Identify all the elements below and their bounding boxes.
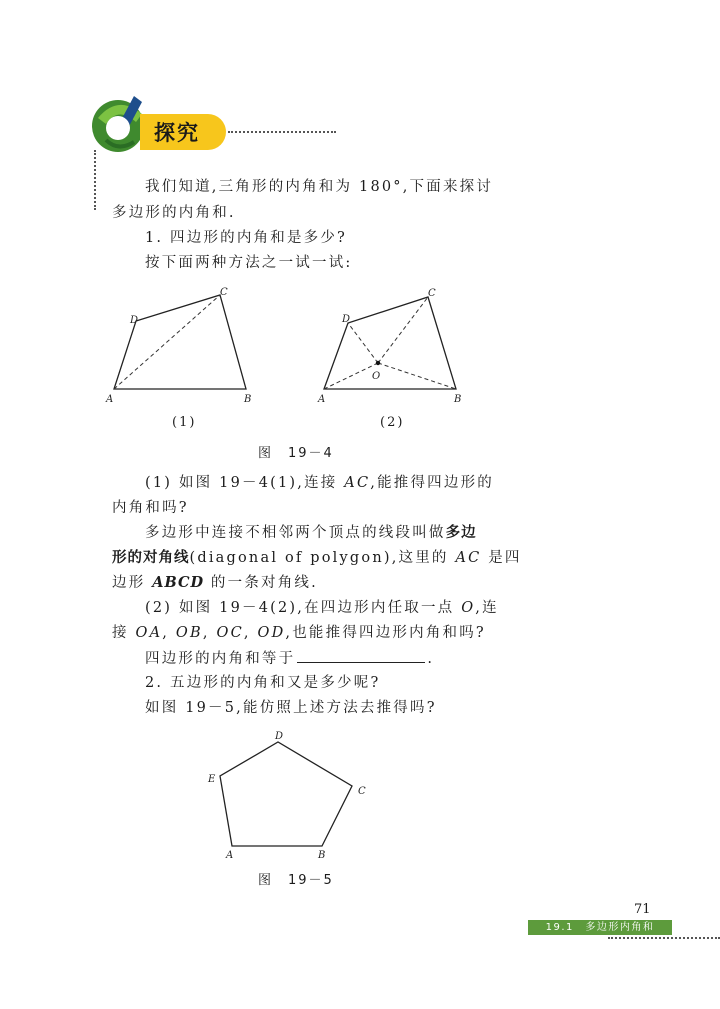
figure-19-5-caption: 图 19－5 bbox=[258, 873, 334, 888]
definition-text-3: 边形 bbox=[112, 575, 153, 591]
page-number: 71 bbox=[634, 902, 651, 917]
step-2-text-end: ,连 bbox=[475, 600, 499, 616]
fig2-label-c: C bbox=[428, 288, 436, 299]
step-2-oa: OA bbox=[135, 625, 163, 641]
figure-19-4-2 bbox=[314, 283, 474, 405]
definition-term-1: 多边 bbox=[445, 525, 477, 541]
figure-19-4-sub2: (2) bbox=[380, 415, 405, 430]
footer-divider bbox=[608, 937, 720, 939]
step-2-line-1 bbox=[145, 598, 499, 618]
step-2-od: OD bbox=[257, 625, 286, 641]
step-2-oc: OC bbox=[216, 625, 244, 641]
section-title: 探究 bbox=[154, 121, 200, 145]
section-footer-label: 19.1 多边形内角和 bbox=[528, 920, 672, 935]
fig2-label-o: O bbox=[372, 371, 381, 382]
definition-english: (diagonal of polygon),这里的 bbox=[189, 550, 456, 566]
figure-19-4-sub1: (1) bbox=[172, 415, 197, 430]
fig1-label-b: B bbox=[244, 394, 252, 405]
fig1-label-c: C bbox=[220, 287, 228, 298]
figure-19-5 bbox=[200, 728, 380, 862]
paragraph-intro-2: 多边形的内角和. bbox=[112, 205, 236, 221]
fig2-label-b: B bbox=[454, 394, 462, 405]
definition-line-1 bbox=[145, 523, 477, 543]
fill-in-line bbox=[145, 648, 434, 669]
definition-end-3: 的一条对角线. bbox=[204, 575, 318, 591]
question-2-prompt: 如图 19－5,能仿照上述方法去推得吗? bbox=[145, 700, 437, 716]
step-2-line-2: 接 OA, OB, OC, OD,也能推得四边形内角和吗? bbox=[112, 625, 486, 641]
question-2: 2. 五边形的内角和又是多少呢? bbox=[145, 675, 381, 691]
fig2-label-d: D bbox=[342, 314, 351, 325]
step-2-o: O bbox=[461, 600, 476, 616]
figure-19-4-caption: 图 19－4 bbox=[258, 446, 334, 461]
title-divider bbox=[228, 131, 336, 133]
step-1-text-end: ,能推得四边形的 bbox=[370, 475, 494, 491]
fig1-label-a: A bbox=[106, 394, 114, 405]
definition-line-2 bbox=[112, 548, 522, 568]
fig5-label-b: B bbox=[318, 850, 326, 861]
step-1-ac: AC bbox=[344, 475, 371, 491]
fig1-label-d: D bbox=[130, 315, 139, 326]
question-1: 1. 四边形的内角和是多少? bbox=[145, 230, 348, 246]
definition-text: 多边形中连接不相邻两个顶点的线段叫做 bbox=[145, 525, 446, 541]
definition-ac: AC bbox=[455, 550, 482, 566]
fig5-label-a: A bbox=[226, 850, 234, 861]
definition-term-2: 形的对角线 bbox=[112, 550, 190, 566]
definition-line-3 bbox=[112, 573, 318, 593]
answer-blank[interactable] bbox=[297, 648, 425, 663]
definition-end: 是四 bbox=[481, 550, 522, 566]
fill-in-prompt: 四边形的内角和等于 bbox=[145, 651, 296, 667]
fill-in-end: . bbox=[427, 651, 435, 667]
fig2-label-a: A bbox=[318, 394, 326, 405]
step-1-text: (1) 如图 19－4(1),连接 bbox=[145, 475, 345, 491]
margin-divider bbox=[94, 150, 96, 210]
step-2-ob: OB bbox=[175, 625, 203, 641]
step-2-text: (2) 如图 19－4(2),在四边形内任取一点 bbox=[145, 600, 462, 616]
fig5-label-d: D bbox=[275, 731, 284, 742]
step-2-connect: 接 bbox=[112, 625, 136, 641]
method-prompt: 按下面两种方法之一试一试: bbox=[145, 255, 353, 271]
figure-19-4-1 bbox=[104, 283, 264, 405]
fig5-label-c: C bbox=[358, 786, 366, 797]
step-2-end: ,也能推得四边形内角和吗? bbox=[285, 625, 486, 641]
fig5-label-e: E bbox=[208, 774, 216, 785]
step-1-line-1 bbox=[145, 473, 494, 493]
step-1-line-2: 内角和吗? bbox=[112, 500, 189, 516]
definition-abcd: ABCD bbox=[152, 574, 205, 591]
paragraph-intro-1: 我们知道,三角形的内角和为 180°,下面来探讨 bbox=[145, 179, 494, 195]
